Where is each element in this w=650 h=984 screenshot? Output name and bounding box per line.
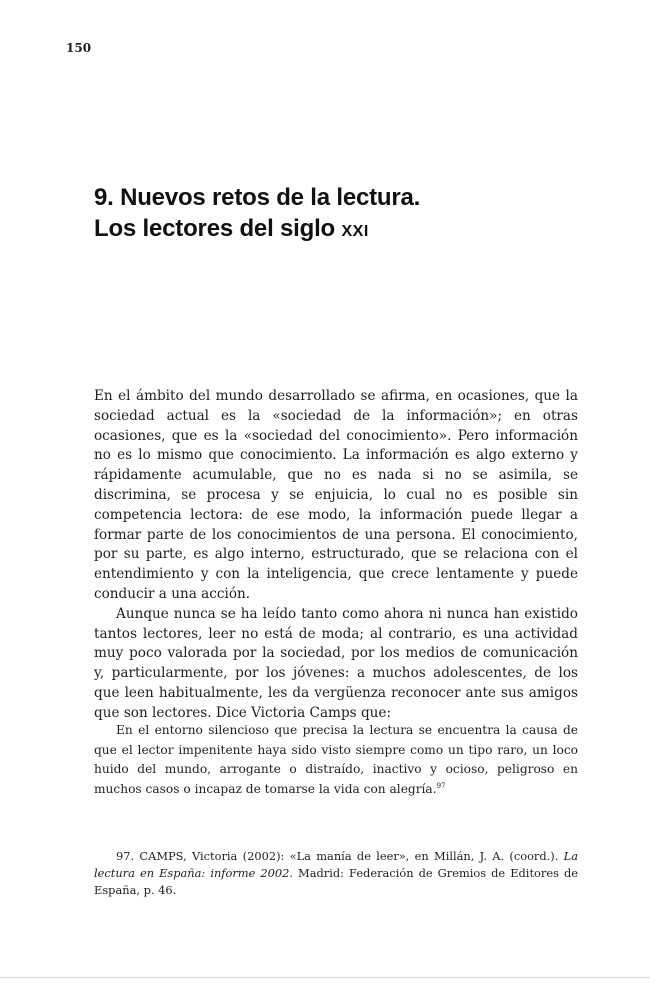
chapter-title-line1: 9. Nuevos retos de la lectura. <box>94 184 421 211</box>
page-number: 150 <box>66 41 92 55</box>
chapter-title-line2: Los lectores del siglo <box>94 215 342 242</box>
footnote-reference: 97 <box>436 781 446 790</box>
paragraph: Aunque nunca se ha leído tanto como ahora ni nunca han existido tantos lectores, leer no está de moda; al contrario, es una actividad muy poco valorada por la sociedad, por los medios de comunicación y, particularmente, por los jóvenes: a muchos adolescentes, de los que leen habitualmente, les da vergüenza reconocer ante sus amigos que son lectores. Dice Victoria Camps que: <box>94 605 578 721</box>
footnote <box>94 848 578 899</box>
footnote-title: La lectura en España: informe 2002. <box>94 849 578 880</box>
chapter-title-century: XXI <box>341 223 369 240</box>
block-quote <box>94 721 578 799</box>
chapter-title <box>94 182 574 247</box>
footnote-lead: 97. CAMPS, Victoria (2002): «La manía de leer», en Millán, J. A. (coord.). <box>116 849 564 863</box>
quote-text: En el entorno silencioso que precisa la lectura se encuentra la causa de que el lector impenitente haya sido visto siempre como un tipo raro, un loco huido del mundo, arrogante o distraído, inactivo y ocioso, peligroso en muchos casos o incapaz de tomarse la vida con alegría. <box>94 723 578 796</box>
page-edge-divider <box>0 977 650 978</box>
footnote-tail: Madrid: Federación de Gremios de Editores de España, p. 46. <box>94 866 578 897</box>
body-text <box>94 387 578 724</box>
paragraph: En el ámbito del mundo desarrollado se afirma, en ocasiones, que la sociedad actual es la «sociedad de la información»; en otras ocasiones, que es la «sociedad del conocimiento». Pero información no es lo mismo que conocimiento. La información es algo externo y rápidamente acumulable, que no es nada si no se asimila, se discrimina, se procesa y se enjuicia, lo cual no es posible sin competencia lectora: de ese modo, la información puede llegar a formar parte de los conocimientos de una persona. El conocimiento, por su parte, es algo interno, estructurado, que se relaciona con el entendimiento y con la inteligencia, que crece lentamente y puede conducir a una acción. <box>94 388 578 602</box>
